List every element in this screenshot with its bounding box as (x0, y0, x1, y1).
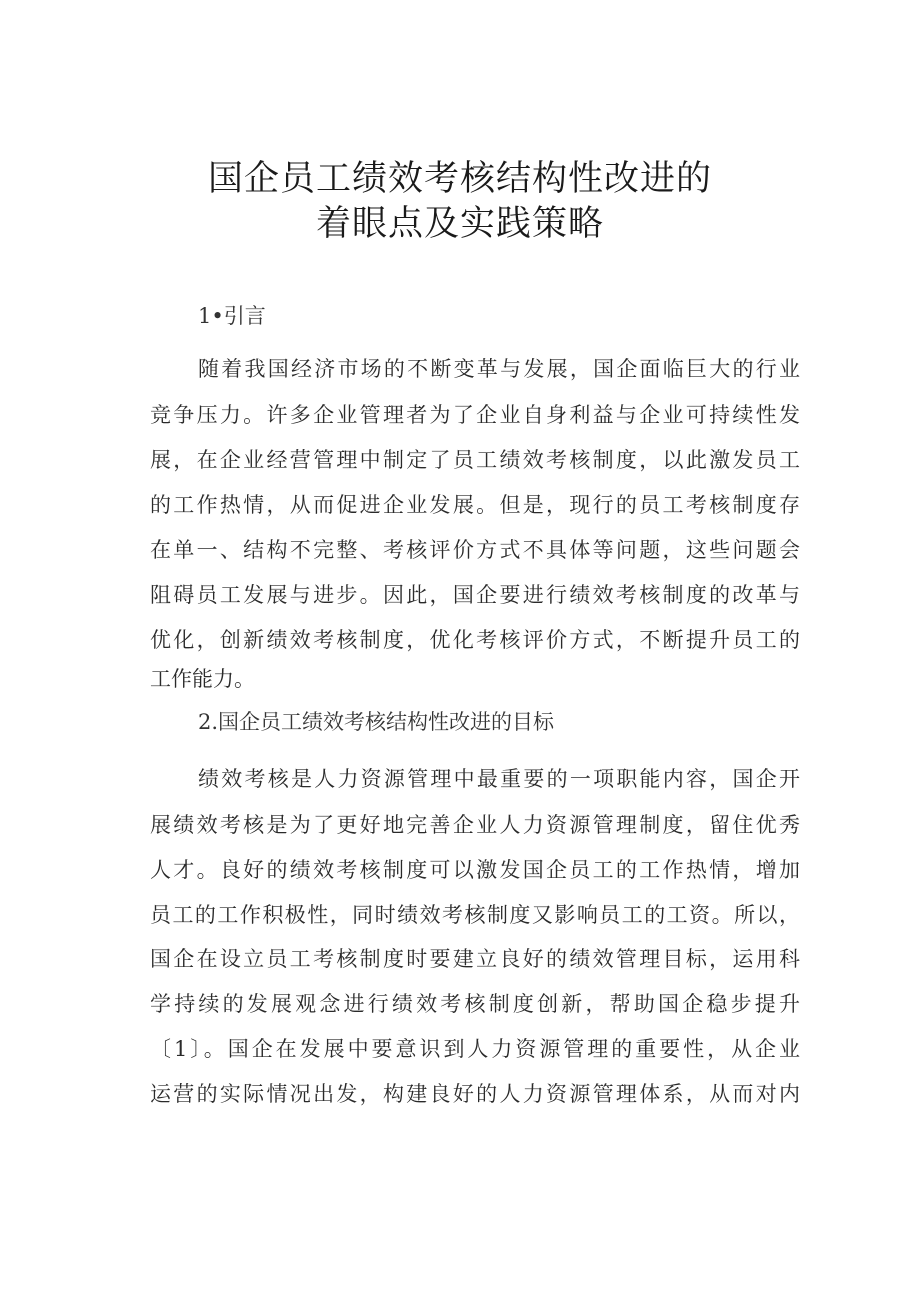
paragraph-line: 展绩效考核是为了更好地完善企业人力资源管理制度，留住优秀 (150, 813, 800, 837)
paragraph-line: 国企在设立员工考核制度时要建立良好的绩效管理目标，运用科 (150, 947, 800, 971)
document-title-line-2: 着眼点及实践策略 (315, 204, 604, 244)
paragraph-line: 展，在企业经营管理中制定了员工绩效考核制度，以此激发员工 (150, 448, 800, 472)
paragraph-line: 运营的实际情况出发，构建良好的人力资源管理体系，从而对内 (150, 1082, 800, 1106)
paragraph-line: 绩效考核是人力资源管理中最重要的一项职能内容，国企开 (198, 767, 800, 791)
paragraph-line: 随着我国经济市场的不断变革与发展，国企面临巨大的行业 (198, 357, 800, 381)
section-2-heading: 2.国企员工绩效考核结构性改进的目标 (198, 710, 555, 734)
paragraph-line: 工作能力。 (150, 667, 255, 691)
paragraph-line: 人才。良好的绩效考核制度可以激发国企员工的工作热情，增加 (150, 858, 800, 882)
paragraph-line: 阻碍员工发展与进步。因此，国企要进行绩效考核制度的改革与 (150, 583, 800, 607)
paragraph-line: 的工作热情，从而促进企业发展。但是，现行的员工考核制度存 (150, 493, 800, 517)
section-1-heading: 1•引言 (198, 304, 266, 328)
paragraph-line: 优化，创新绩效考核制度，优化考核评价方式，不断提升员工的 (150, 628, 800, 652)
paragraph-line: 学持续的发展观念进行绩效考核制度创新，帮助国企稳步提升 (150, 992, 800, 1016)
document-title-line-1: 国企员工绩效考核结构性改进的 (207, 159, 712, 199)
paragraph-line: 员工的工作积极性，同时绩效考核制度又影响员工的工资。所以， (150, 903, 800, 927)
paragraph-line: 在单一、结构不完整、考核评价方式不具体等问题，这些问题会 (150, 538, 800, 562)
paragraph-line: 竞争压力。许多企业管理者为了企业自身利益与企业可持续性发 (150, 403, 800, 427)
paragraph-line: 〔1〕。国企在发展中要意识到人力资源管理的重要性，从企业 (150, 1037, 800, 1061)
